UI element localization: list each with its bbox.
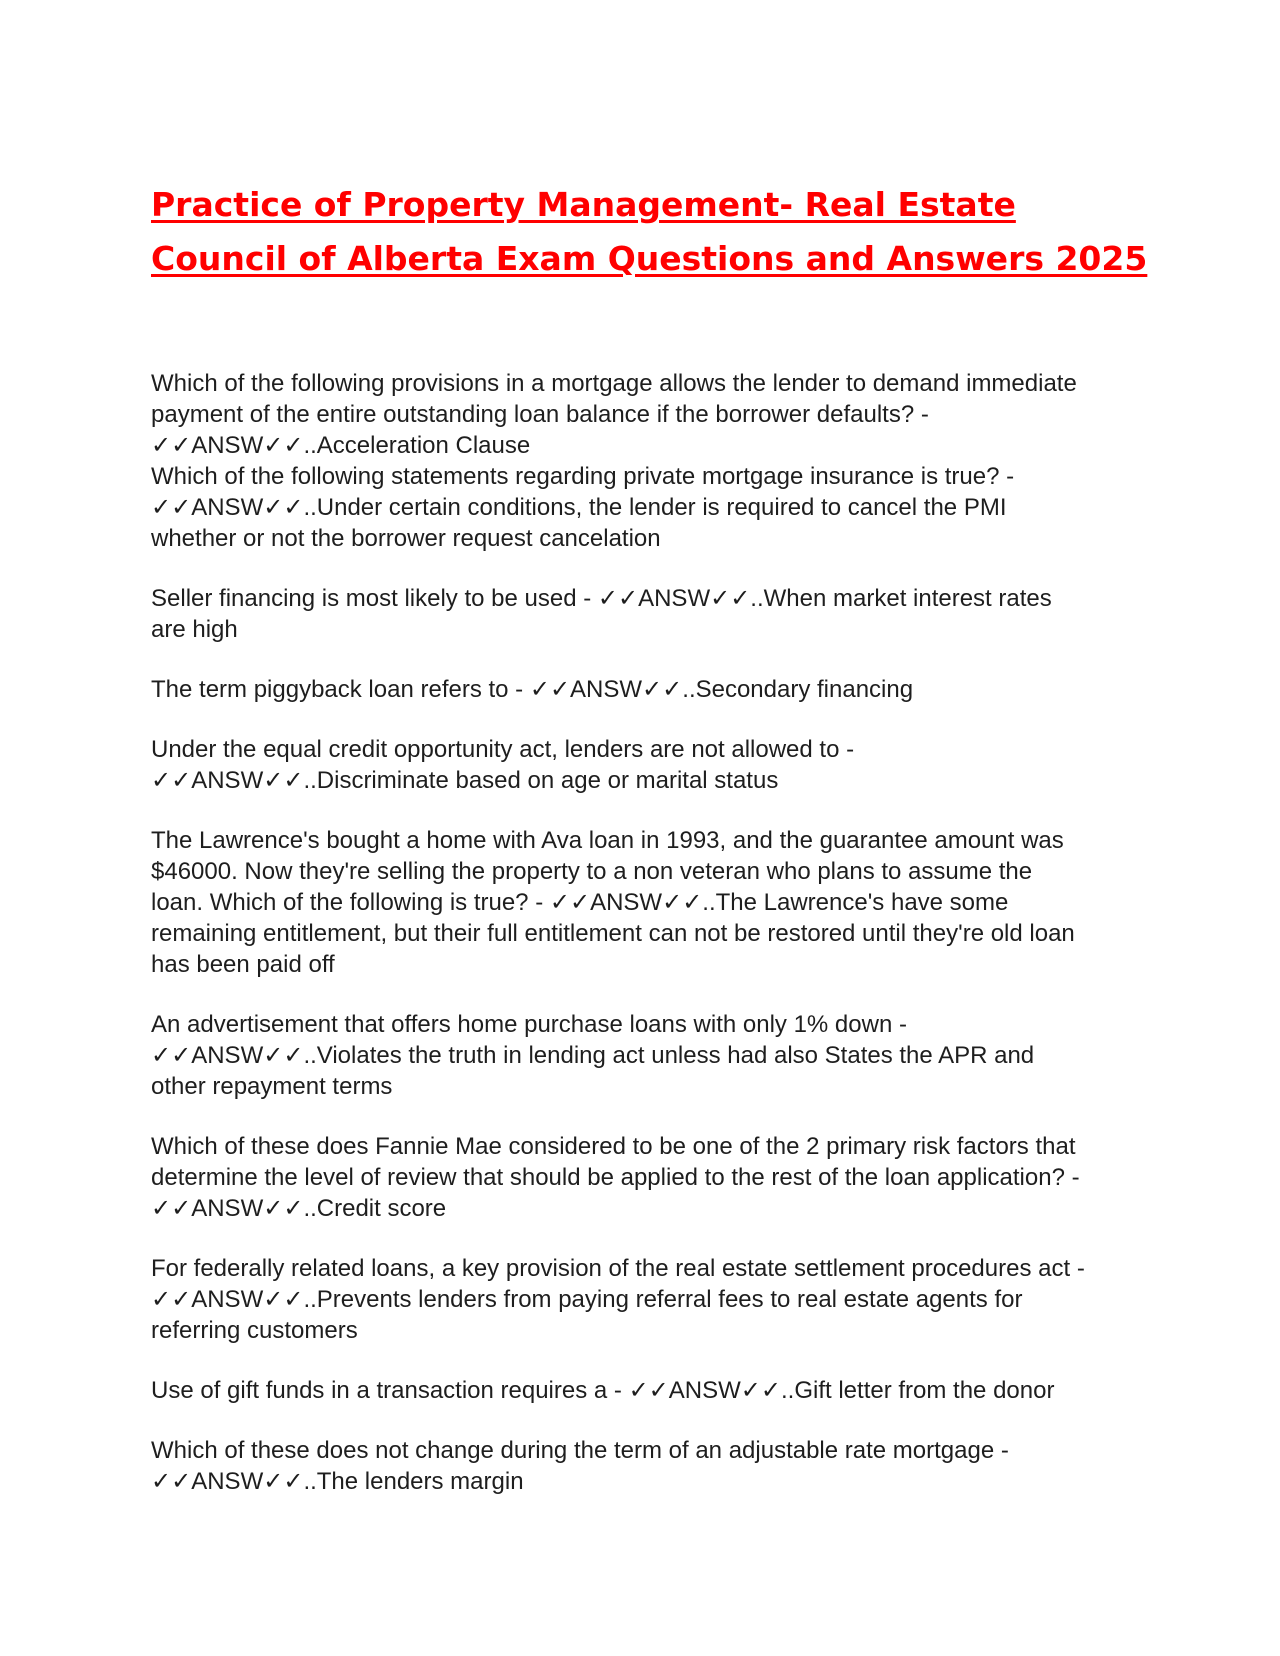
qa-item — [151, 1009, 1141, 1102]
qa-line: For federally related loans, a key provision of the real estate settlement procedures act - — [151, 1255, 1085, 1282]
qa-item — [151, 825, 1141, 980]
qa-line: Under the equal credit opportunity act, lenders are not allowed to - — [151, 736, 855, 763]
qa-item — [151, 461, 1141, 554]
qa-line: Use of gift funds in a transaction requires a - ✓✓ANSW✓✓..Gift letter from the donor — [151, 1377, 1055, 1404]
qa-line: whether or not the borrower request cancelation — [151, 525, 661, 552]
qa-line: are high — [151, 616, 238, 643]
qa-line: remaining entitlement, but their full entitlement can not be restored until they're old loan — [151, 920, 1075, 947]
qa-item — [151, 1131, 1141, 1224]
qa-line: The term piggyback loan refers to - ✓✓ANSW✓✓..Secondary financing — [151, 676, 914, 703]
qa-line: ✓✓ANSW✓✓..Under certain conditions, the lender is required to cancel the PMI — [151, 494, 1007, 521]
qa-line: ✓✓ANSW✓✓..Acceleration Clause — [151, 432, 531, 459]
qa-line: ✓✓ANSW✓✓..Discriminate based on age or marital status — [151, 767, 779, 794]
qa-item — [151, 1253, 1141, 1346]
qa-item — [151, 734, 1141, 796]
qa-line: ✓✓ANSW✓✓..Violates the truth in lending act unless had also States the APR and — [151, 1042, 1035, 1069]
qa-line: Which of these does not change during the term of an adjustable rate mortgage - — [151, 1437, 1009, 1464]
qa-line: ✓✓ANSW✓✓..Credit score — [151, 1195, 447, 1222]
qa-line: has been paid off — [151, 951, 335, 978]
title-line: Practice of Property Management- Real Estate — [151, 185, 1016, 224]
qa-line: Which of these does Fannie Mae considered to be one of the 2 primary risk factors that — [151, 1133, 1076, 1160]
qa-line: loan. Which of the following is true? - ✓✓ANSW✓✓..The Lawrence's have some — [151, 889, 1009, 916]
qa-item — [151, 368, 1141, 461]
qa-item — [151, 1435, 1141, 1497]
document-title — [151, 178, 1151, 286]
qa-line: ✓✓ANSW✓✓..The lenders margin — [151, 1468, 524, 1495]
qa-line: The Lawrence's bought a home with Ava loan in 1993, and the guarantee amount was — [151, 827, 1064, 854]
qa-line: Seller financing is most likely to be used - ✓✓ANSW✓✓..When market interest rates — [151, 585, 1052, 612]
qa-item — [151, 674, 1141, 705]
qa-line: referring customers — [151, 1317, 358, 1344]
qa-line: determine the level of review that should be applied to the rest of the loan application? - — [151, 1164, 1080, 1191]
qa-line: ✓✓ANSW✓✓..Prevents lenders from paying referral fees to real estate agents for — [151, 1286, 1023, 1313]
qa-line: An advertisement that offers home purchase loans with only 1% down - — [151, 1011, 907, 1038]
qa-line: Which of the following statements regarding private mortgage insurance is true? - — [151, 463, 1015, 490]
qa-line: other repayment terms — [151, 1073, 393, 1100]
qa-line: payment of the entire outstanding loan balance if the borrower defaults? - — [151, 401, 929, 428]
qa-item — [151, 583, 1141, 645]
qa-line: Which of the following provisions in a mortgage allows the lender to demand immediate — [151, 370, 1077, 397]
qa-list — [151, 368, 1141, 1497]
title-line: Council of Alberta Exam Questions and Answers 2025 — [151, 239, 1148, 278]
qa-line: $46000. Now they're selling the property to a non veteran who plans to assume the — [151, 858, 1033, 885]
qa-item — [151, 1375, 1141, 1406]
